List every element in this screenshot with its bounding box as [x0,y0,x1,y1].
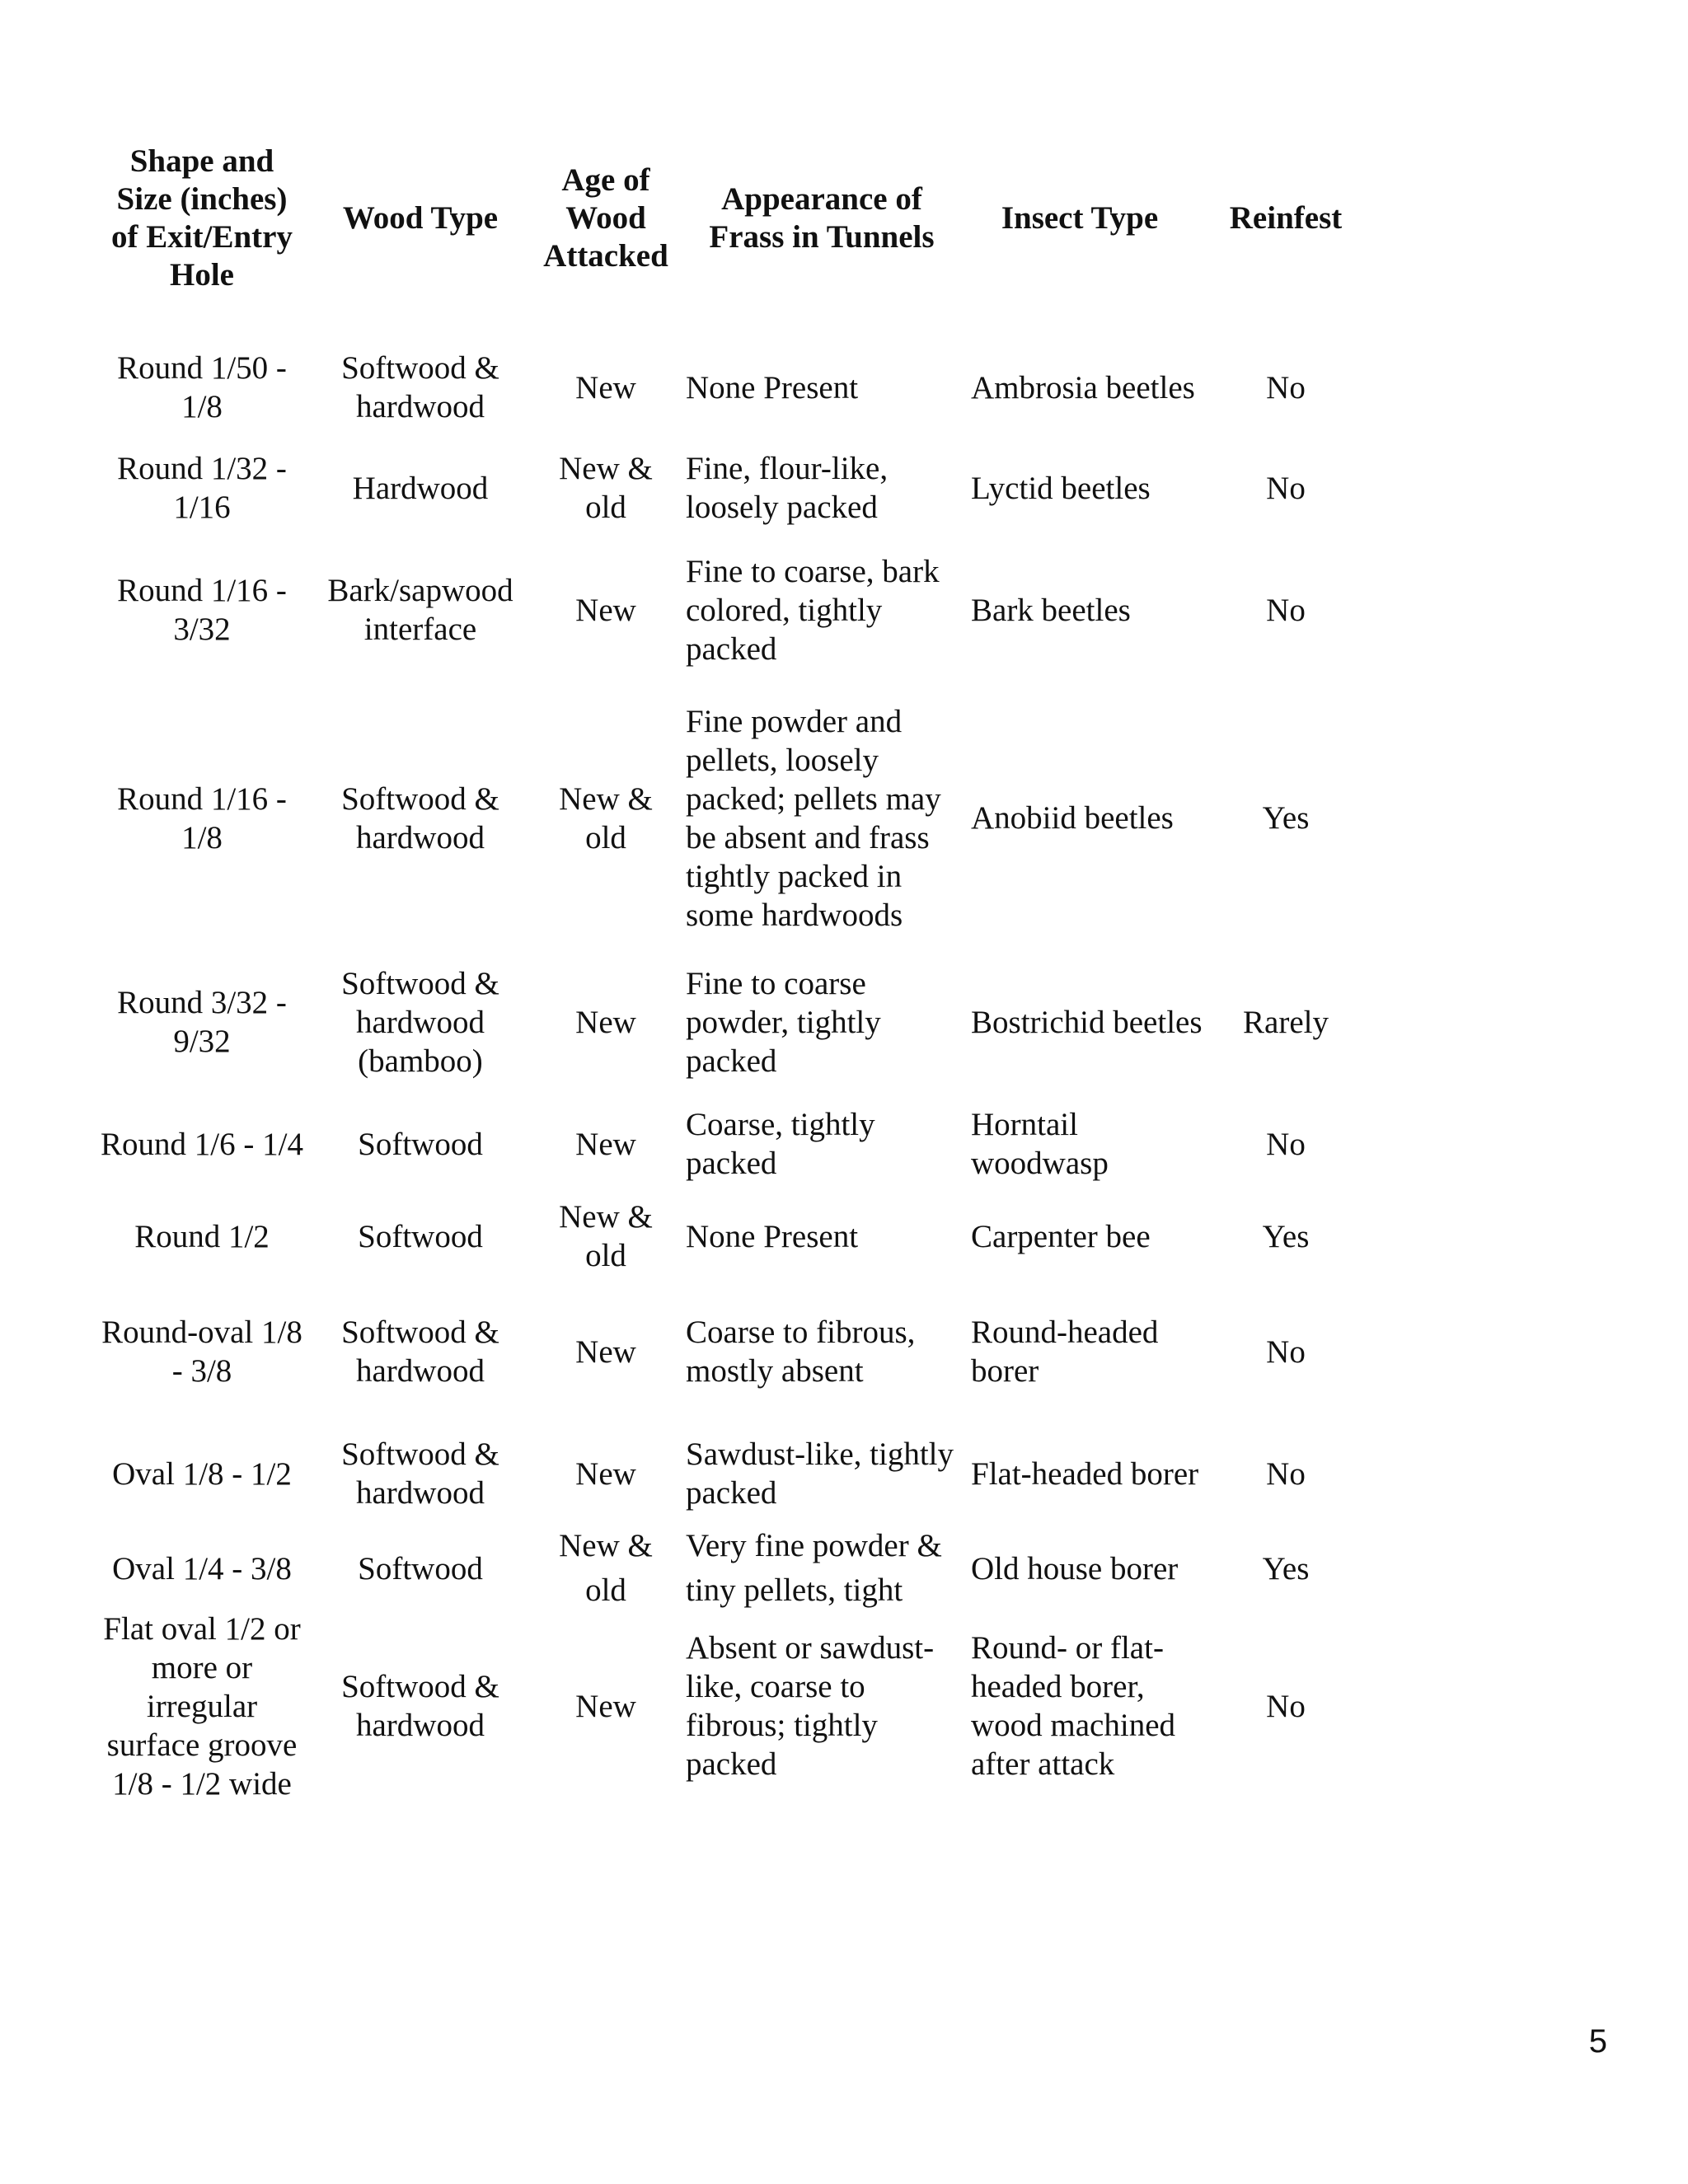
frass-appearance-cell: None Present [686,1218,859,1254]
reinfest-cell: Rarely [1243,1004,1329,1040]
table-row [0,1195,1688,1277]
wood-type-cell: Softwood & hardwood [341,350,499,424]
wood-age-cell: New [575,1126,636,1162]
insect-type-cell: Bostrichid beetles [971,1004,1203,1040]
hole-shape-cell: Round 1/16 - 3/32 [117,573,287,647]
frass-appearance-cell: Fine to coarse, bark colored, tightly packed [686,553,940,667]
frass-appearance-cell: Coarse, tightly packed [686,1107,875,1181]
reinfest-cell: No [1266,369,1306,405]
wood-age-cell: New & old [559,780,653,855]
wood-type-cell: Softwood & hardwood [341,1315,499,1389]
frass-appearance-cell: Very fine powder & tiny pellets, tight [686,1528,942,1608]
wood-age-cell: New & old [559,451,653,525]
hole-shape-cell: Round 1/50 - 1/8 [117,350,287,424]
insect-type-cell: Ambrosia beetles [971,369,1195,405]
frass-appearance-cell: Sawdust-like, tightly packed [686,1436,954,1511]
frass-appearance-cell: Absent or sawdust- like, coarse to fibrous; tightly packed [686,1630,935,1782]
header-frass-appearance: Appearance of Frass in Tunnels [709,181,935,255]
insect-type-cell: Anobiid beetles [971,800,1174,836]
table-row [0,1607,1688,1805]
table-row [0,1103,1688,1185]
reinfest-cell: Yes [1262,800,1310,836]
wood-age-cell: New [575,1004,636,1040]
reinfest-cell: No [1266,1688,1306,1724]
insect-type-cell: Round- or flat- headed borer, wood machined after attack [971,1630,1176,1782]
table-row [0,447,1688,529]
table-row [0,346,1688,429]
table-row [0,1432,1688,1515]
header-hole-shape-size: Shape and Size (inches) of Exit/Entry Hole [111,143,293,293]
insect-type-cell: Flat-headed borer [971,1455,1199,1492]
header-insect-type: Insect Type [1001,200,1159,236]
hole-shape-cell: Flat oval 1/2 or more or irregular surface groove 1/8 - 1/2 wide [103,1610,301,1802]
frass-appearance-cell: Fine, flour-like, loosely packed [686,451,889,525]
wood-age-cell: New [575,592,636,628]
table-header-row [0,136,1688,301]
insect-type-cell: Round-headed borer [971,1315,1159,1389]
insect-type-cell: Horntail woodwasp [971,1107,1109,1181]
table-row [0,1310,1688,1393]
reinfest-cell: No [1266,592,1306,628]
insect-type-cell: Lyctid beetles [971,470,1151,506]
wood-type-cell: Softwood [358,1550,483,1586]
reinfest-cell: No [1266,1455,1306,1492]
insect-type-cell: Bark beetles [971,592,1131,628]
hole-shape-cell: Round 1/2 [134,1218,270,1254]
reinfest-cell: Yes [1262,1218,1310,1254]
hole-shape-cell: Round 1/16 - 1/8 [117,780,287,855]
wood-age-cell: New & old [559,1528,653,1608]
header-wood-type: Wood Type [342,200,499,236]
table-row [0,701,1688,935]
wood-age-cell: New [575,1688,636,1724]
wood-type-cell: Hardwood [352,470,489,506]
reinfest-cell: No [1266,470,1306,506]
wood-type-cell: Softwood [358,1126,483,1162]
table-row [0,548,1688,672]
frass-appearance-cell: Coarse to fibrous, mostly absent [686,1315,916,1389]
wood-type-cell: Softwood & hardwood [341,780,499,855]
wood-type-cell: Softwood [358,1218,483,1254]
hole-shape-cell: Round-oval 1/8 - 3/8 [101,1315,302,1389]
wood-age-cell: New & old [559,1199,653,1273]
reinfest-cell: No [1266,1126,1306,1162]
table-row [0,1523,1688,1614]
hole-shape-cell: Oval 1/4 - 3/8 [112,1550,292,1586]
wood-type-cell: Softwood & hardwood [341,1436,499,1511]
wood-type-cell: Bark/sapwood interface [327,573,513,647]
hole-shape-cell: Round 1/32 - 1/16 [117,451,287,525]
frass-appearance-cell: Fine to coarse powder, tightly packed [686,965,881,1079]
hole-shape-cell: Oval 1/8 - 1/2 [112,1455,292,1492]
header-age-of-wood: Age of Wood Attacked [543,162,668,274]
table-row [0,960,1688,1084]
wood-age-cell: New [575,1333,636,1370]
frass-appearance-cell: None Present [686,369,859,405]
frass-appearance-cell: Fine powder and pellets, loosely packed; pellets may be absent and frass tightly packed in some hardwoods [686,703,941,933]
wood-type-cell: Softwood & hardwood (bamboo) [341,965,499,1079]
wood-type-cell: Softwood & hardwood [341,1669,499,1743]
page-number: 5 [1588,2023,1607,2060]
insect-type-cell: Carpenter bee [971,1218,1151,1254]
reinfest-cell: Yes [1262,1550,1310,1586]
header-reinfest: Reinfest [1229,200,1343,236]
hole-shape-cell: Round 3/32 - 9/32 [117,985,287,1059]
wood-age-cell: New [575,1455,636,1492]
hole-shape-cell: Round 1/6 - 1/4 [101,1126,303,1162]
insect-type-cell: Old house borer [971,1550,1179,1586]
reinfest-cell: No [1266,1333,1306,1370]
wood-age-cell: New [575,369,636,405]
